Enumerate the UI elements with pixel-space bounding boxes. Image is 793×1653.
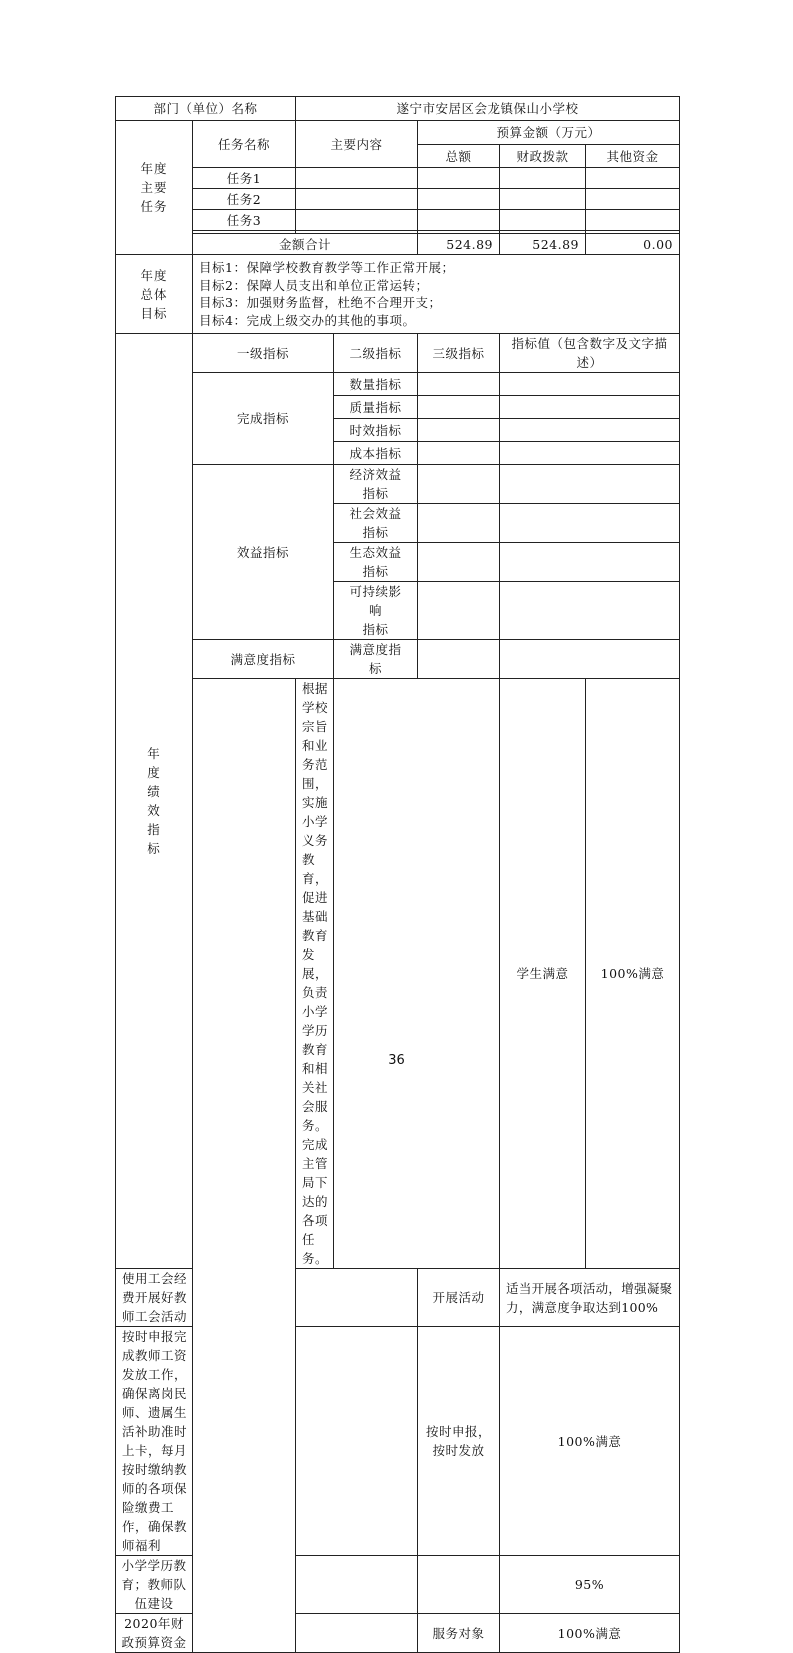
task-fiscal — [500, 168, 586, 189]
page-number: 36 — [388, 1053, 405, 1068]
level3-cell — [418, 504, 500, 543]
sum-other: 0.00 — [586, 234, 680, 255]
level2-item: 社会效益 指标 — [334, 504, 418, 543]
task-other — [586, 168, 680, 189]
indicator-header-row — [116, 334, 680, 373]
overall-goals-content — [193, 255, 680, 334]
detail-value: 100%满意 — [586, 679, 680, 1269]
task-row — [116, 210, 680, 231]
level2-item: 生态效益 指标 — [334, 543, 418, 582]
value-cell — [500, 373, 680, 396]
performance-table-sheet — [115, 96, 680, 1653]
other-header: 其他资金 — [586, 145, 680, 168]
goal-line: 目标3：加强财务监督，杜绝不合理开支； — [199, 295, 442, 310]
annual-tasks-label: 年度 主要 任务 — [116, 121, 193, 255]
task-total — [418, 210, 500, 231]
detail-blank — [296, 1556, 418, 1614]
goal-line: 目标2：保障人员支出和单位正常运转； — [199, 277, 429, 293]
benefit-indicator: 效益指标 — [193, 465, 334, 640]
task-content — [296, 210, 418, 231]
task-fiscal — [500, 189, 586, 210]
detail-description: 按时申报完成教师工资发放工作，确保离岗民师、遗属生活补助准时上卡，每月按时缴纳教师的各项保险缴费工作，确保教师福利 — [116, 1327, 193, 1556]
level2-item: 时效指标 — [334, 419, 418, 442]
level3-cell — [418, 373, 500, 396]
performance-label: 年 度 绩 效 指 标 — [116, 334, 193, 1269]
detail-blank — [296, 1614, 418, 1653]
detail-indicator — [418, 1556, 500, 1614]
level2-item: 质量指标 — [334, 396, 418, 419]
detail-blank — [296, 1269, 418, 1327]
task-row — [116, 189, 680, 210]
goal-line: 目标1：保障学校教育教学等工作正常开展； — [199, 260, 455, 275]
indicator-row — [116, 373, 680, 396]
task-content — [296, 168, 418, 189]
total-header: 总额 — [418, 145, 500, 168]
value-cell — [500, 396, 680, 419]
detail-blank — [334, 679, 500, 1269]
value-header: 指标值（包含数字及文字描述） — [500, 334, 680, 373]
detail-indicator: 服务对象 — [418, 1614, 500, 1653]
detail-section-cell — [193, 679, 296, 1653]
level3-cell — [418, 543, 500, 582]
level2-item: 经济效益 指标 — [334, 465, 418, 504]
level2-header: 二级指标 — [334, 334, 418, 373]
level3-cell — [418, 640, 500, 679]
completion-indicator: 完成指标 — [193, 373, 334, 465]
detail-value: 100%满意 — [500, 1614, 680, 1653]
goal-line: 目标4：完成上级交办的其他的事项。 — [199, 312, 416, 328]
sum-fiscal: 524.89 — [500, 234, 586, 255]
value-cell — [500, 582, 680, 640]
department-value: 遂宁市安居区会龙镇保山小学校 — [296, 97, 680, 121]
task-header-row — [116, 121, 680, 145]
detail-row — [116, 679, 680, 1269]
indicator-row — [116, 640, 680, 679]
department-label: 部门（单位）名称 — [116, 97, 296, 121]
task-name: 任务1 — [193, 168, 296, 189]
value-cell — [500, 419, 680, 442]
detail-blank — [296, 1327, 418, 1556]
level2-item: 可持续影 响 指标 — [334, 582, 418, 640]
overall-goals-row — [116, 255, 680, 334]
indicator-row — [116, 465, 680, 504]
task-total — [418, 189, 500, 210]
task-total — [418, 168, 500, 189]
detail-description: 根据学校宗旨和业务范围，实施小学义务教育，促进基础教育发展，负责小学学历教育和相关社会服务。完成主管局下达的各项任务。 — [296, 679, 334, 1269]
department-row — [116, 97, 680, 121]
level1-header: 一级指标 — [193, 334, 334, 373]
budget-header: 预算金额（万元） — [418, 121, 680, 145]
performance-target-table — [115, 96, 680, 1653]
sum-total: 524.89 — [418, 234, 500, 255]
detail-indicator: 按时申报，按时发放 — [418, 1327, 500, 1556]
value-cell — [500, 442, 680, 465]
task-name: 任务2 — [193, 189, 296, 210]
detail-description: 2020年财政预算资金 — [116, 1614, 193, 1653]
task-row — [116, 168, 680, 189]
detail-value: 100%满意 — [500, 1327, 680, 1556]
detail-value: 适当开展各项活动，增强凝聚力，满意度争取达到100% — [500, 1269, 680, 1327]
detail-description: 使用工会经费开展好教师工会活动 — [116, 1269, 193, 1327]
level3-cell — [418, 419, 500, 442]
fiscal-header: 财政拨款 — [500, 145, 586, 168]
satisfaction-indicator: 满意度指标 — [193, 640, 334, 679]
main-content-header: 主要内容 — [296, 121, 418, 168]
value-cell — [500, 504, 680, 543]
detail-value: 95% — [500, 1556, 680, 1614]
task-other — [586, 210, 680, 231]
sum-label: 金额合计 — [193, 234, 418, 255]
value-cell — [500, 465, 680, 504]
level2-item: 数量指标 — [334, 373, 418, 396]
task-name-header: 任务名称 — [193, 121, 296, 168]
level2-item: 成本指标 — [334, 442, 418, 465]
detail-indicator: 开展活动 — [418, 1269, 500, 1327]
sum-row — [116, 234, 680, 255]
level2-item: 满意度指 标 — [334, 640, 418, 679]
level3-header: 三级指标 — [418, 334, 500, 373]
task-name: 任务3 — [193, 210, 296, 231]
task-content — [296, 189, 418, 210]
value-cell — [500, 640, 680, 679]
detail-description: 小学学历教育；教师队伍建设 — [116, 1556, 193, 1614]
level3-cell — [418, 396, 500, 419]
level3-cell — [418, 442, 500, 465]
level3-cell — [418, 465, 500, 504]
task-other — [586, 189, 680, 210]
task-fiscal — [500, 210, 586, 231]
value-cell — [500, 543, 680, 582]
overall-goals-label: 年度 总体 目标 — [116, 255, 193, 334]
detail-indicator: 学生满意 — [500, 679, 586, 1269]
level3-cell — [418, 582, 500, 640]
